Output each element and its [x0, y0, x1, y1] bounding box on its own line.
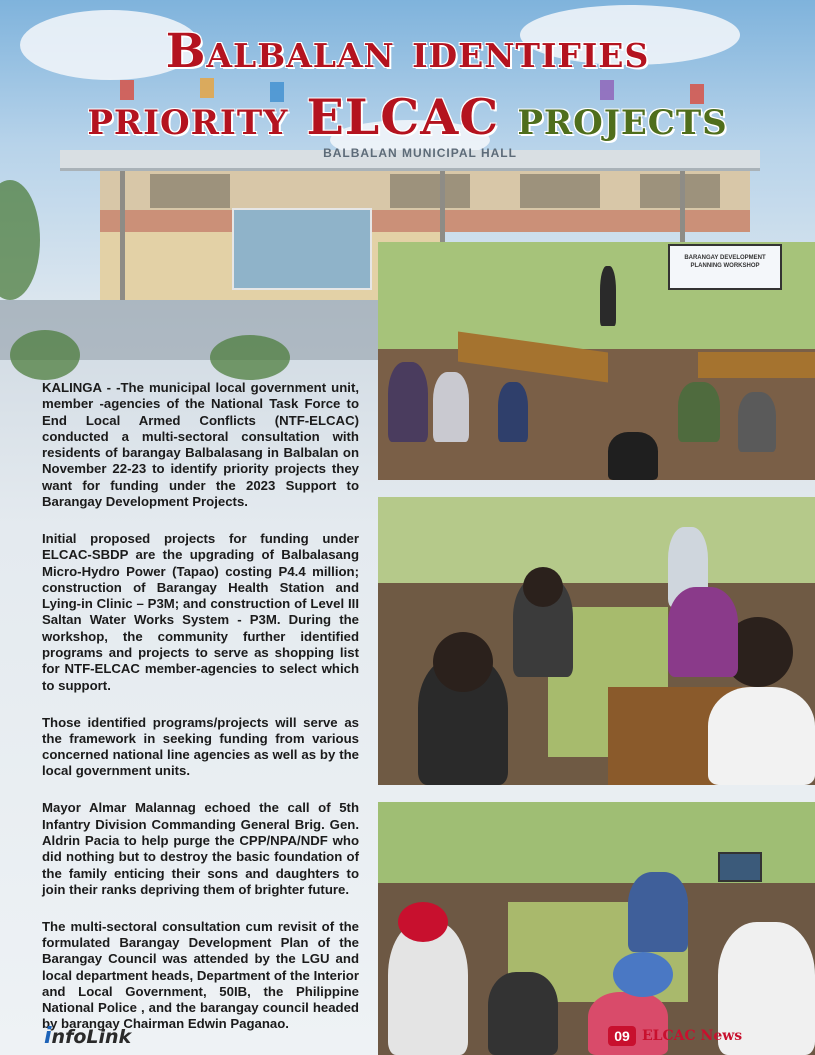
infolink-logo — [44, 1024, 131, 1050]
logo-i: i — [44, 1024, 52, 1049]
projection-screen-text: BARANGAY DEVELOPMENT PLANNING WORKSHOP — [684, 255, 766, 269]
red-cap — [398, 902, 448, 942]
presenter — [600, 266, 616, 326]
participant-head — [433, 632, 493, 692]
participant — [608, 432, 658, 480]
tree — [210, 335, 290, 380]
laptop — [718, 852, 762, 882]
page-footer — [608, 1026, 808, 1046]
participant — [738, 392, 776, 452]
page-number: 09 — [608, 1026, 636, 1046]
participant — [668, 587, 738, 677]
tree — [10, 330, 80, 380]
table — [698, 352, 815, 378]
headline-priority-elcac: priority ELCAC — [87, 88, 500, 146]
headline-line-1: Balbalan identifies — [165, 24, 650, 79]
logo-text: nfoLink — [51, 1026, 132, 1048]
article-paragraph: KALINGA - -The municipal local government unit, member -agencies of the National Task Force to End Local Armed Conflicts (NTF-ELCAC) conducted a multi-sectoral consultation with residents of barangay Balbalasang in Balbalan on November 22-23 to identify priority projects they want for funding under the 2023 Support to Barangay Development Projects. — [42, 380, 359, 510]
hall-window — [520, 174, 600, 208]
workshop-photo-2 — [378, 497, 815, 785]
article-body — [42, 380, 359, 1053]
section-title: ELCAC News — [642, 1028, 743, 1044]
participant — [678, 382, 720, 442]
hall-banner — [232, 208, 372, 290]
headline-projects: projects — [517, 88, 728, 146]
participant — [388, 922, 468, 1055]
hall-post — [120, 170, 125, 300]
article-paragraph: Mayor Almar Malannag echoed the call of 5th Infantry Division Commanding General Brig. Gen. Aldrin Pacia to help purge the CPP/NPA/NDF who did nothing but to destroy the basic foundation of the family enticing their sons and daughters to join their ranks depriving them of brighter future. — [42, 800, 359, 897]
participant — [433, 372, 469, 442]
hall-window — [390, 174, 470, 208]
photo-wall — [378, 497, 815, 583]
projection-screen — [668, 244, 782, 290]
participant — [708, 687, 815, 785]
hall-railing — [100, 210, 750, 232]
participant — [488, 972, 558, 1055]
hall-window — [150, 174, 230, 208]
participant — [628, 872, 688, 952]
participant — [498, 382, 528, 442]
article-paragraph: The multi-sectoral consultation cum revisit of the formulated Barangay Development Plan of the Barangay Council was attended by the LGU and local department heads, Department of the Interior and Local Government, 50IB, the Philippine National Police , and the barangay council headed by barangay Chairman Edwin Paganao. — [42, 918, 359, 1032]
blue-cap — [613, 952, 673, 997]
article-paragraph: Initial proposed projects for funding under ELCAC-SBDP are the upgrading of Balbalasang Micro-Hydro Power (Tapao) costing P4.4 million; construction of Barangay Health Station and Lying-in Clinic – P3M; and construction of Level III Saltan Water Works System - P3M. During the workshop, the community further identified programs and projects to serve as shopping list for NTF-ELCAC member-agencies to select which to support. — [42, 530, 359, 693]
workshop-photo-3 — [378, 802, 815, 1055]
participant-head — [523, 567, 563, 607]
workshop-photo-1 — [378, 242, 815, 480]
headline-line-2 — [0, 88, 815, 146]
participant — [388, 362, 428, 442]
building-sign: BALBALAN MUNICIPAL HALL — [323, 146, 517, 160]
article-paragraph: Those identified programs/projects will serve as the framework in seeking funding from various concerned national line agencies as well as by the local government units. — [42, 714, 359, 779]
